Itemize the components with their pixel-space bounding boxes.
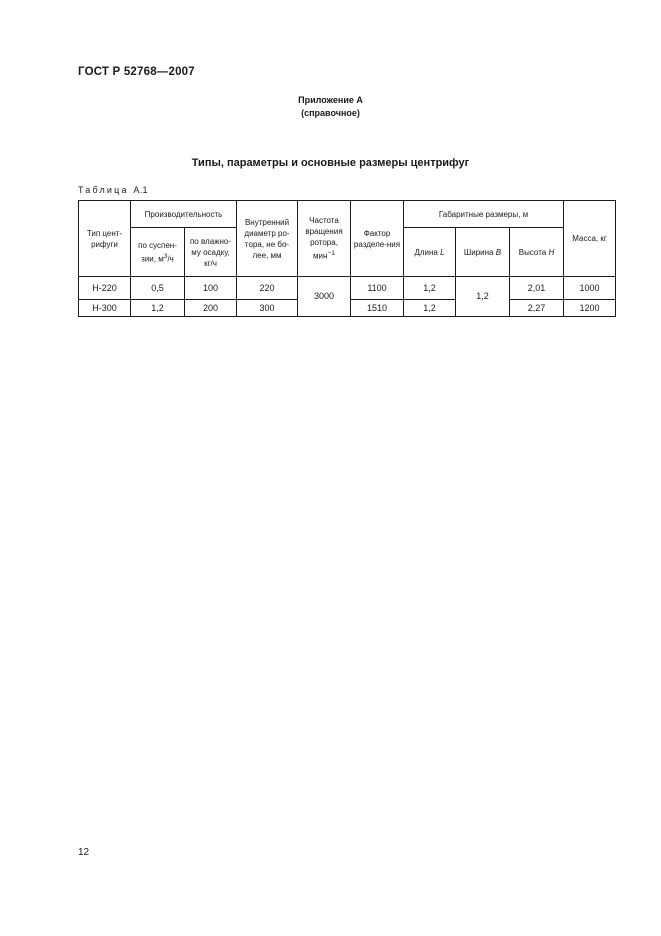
table-caption-word: Таблица	[78, 185, 129, 195]
header-by-suspension-unit: /ч	[167, 254, 174, 264]
appendix-label: Приложение А	[298, 95, 363, 105]
header-height-text: Высота	[518, 247, 549, 257]
header-rotation-sup: −1	[327, 250, 335, 258]
header-rotation-text: Частота вращения ротора, мин	[305, 216, 343, 261]
table-caption	[78, 185, 148, 195]
header-width	[456, 228, 510, 277]
header-height	[510, 228, 564, 277]
cell-type: Н-300	[79, 300, 131, 317]
cell-height: 2,27	[510, 300, 564, 317]
header-by-suspension-text: по суспен-зии, м	[138, 240, 177, 264]
cell-diameter: 300	[237, 300, 298, 317]
cell-sediment: 100	[185, 277, 237, 300]
header-inner-diameter: Внутренний диаметр ро-тора, не бо-лее, мм	[237, 201, 298, 277]
cell-suspension: 0,5	[131, 277, 185, 300]
cell-rotation: 3000	[298, 277, 351, 317]
header-overall-dimensions: Габаритные размеры, м	[404, 201, 564, 228]
cell-type: Н-220	[79, 277, 131, 300]
cell-factor: 1100	[351, 277, 404, 300]
centrifuge-table	[78, 200, 616, 317]
header-width-symbol: B	[495, 247, 502, 257]
document-title: Типы, параметры и основные размеры центрифуг	[191, 157, 470, 169]
table-row	[79, 277, 616, 300]
cell-width: 1,2	[456, 277, 510, 317]
cell-diameter: 220	[237, 277, 298, 300]
header-length-text: Длина	[414, 247, 441, 257]
cell-sediment: 200	[185, 300, 237, 317]
header-rotation-frequency	[298, 201, 351, 277]
cell-height: 2,01	[510, 277, 564, 300]
page-number: 12	[78, 847, 90, 858]
header-by-sediment: по влажно-му осадку, кг/ч	[185, 228, 237, 277]
cell-length: 1,2	[404, 300, 456, 317]
header-type: Тип цент-рифуги	[79, 201, 131, 277]
header-separation-factor: Фактор разделе-ния	[351, 201, 404, 277]
header-by-suspension-sup: 3	[163, 252, 168, 260]
header-mass: Масса, кг	[564, 201, 616, 277]
cell-length: 1,2	[404, 277, 456, 300]
standard-designation: ГОСТ Р 52768—2007	[78, 66, 195, 78]
appendix-kind: (справочное)	[301, 108, 360, 118]
cell-mass: 1200	[564, 300, 616, 317]
header-by-suspension	[131, 228, 185, 277]
header-width-text: Ширина	[463, 247, 496, 257]
header-length-symbol: L	[440, 247, 445, 257]
table-caption-number: А.1	[133, 185, 148, 195]
header-length	[404, 228, 456, 277]
cell-suspension: 1,2	[131, 300, 185, 317]
cell-factor: 1510	[351, 300, 404, 317]
header-productivity: Производительность	[131, 201, 237, 228]
cell-mass: 1000	[564, 277, 616, 300]
header-height-symbol: H	[548, 247, 555, 257]
header-row-1	[79, 201, 616, 228]
